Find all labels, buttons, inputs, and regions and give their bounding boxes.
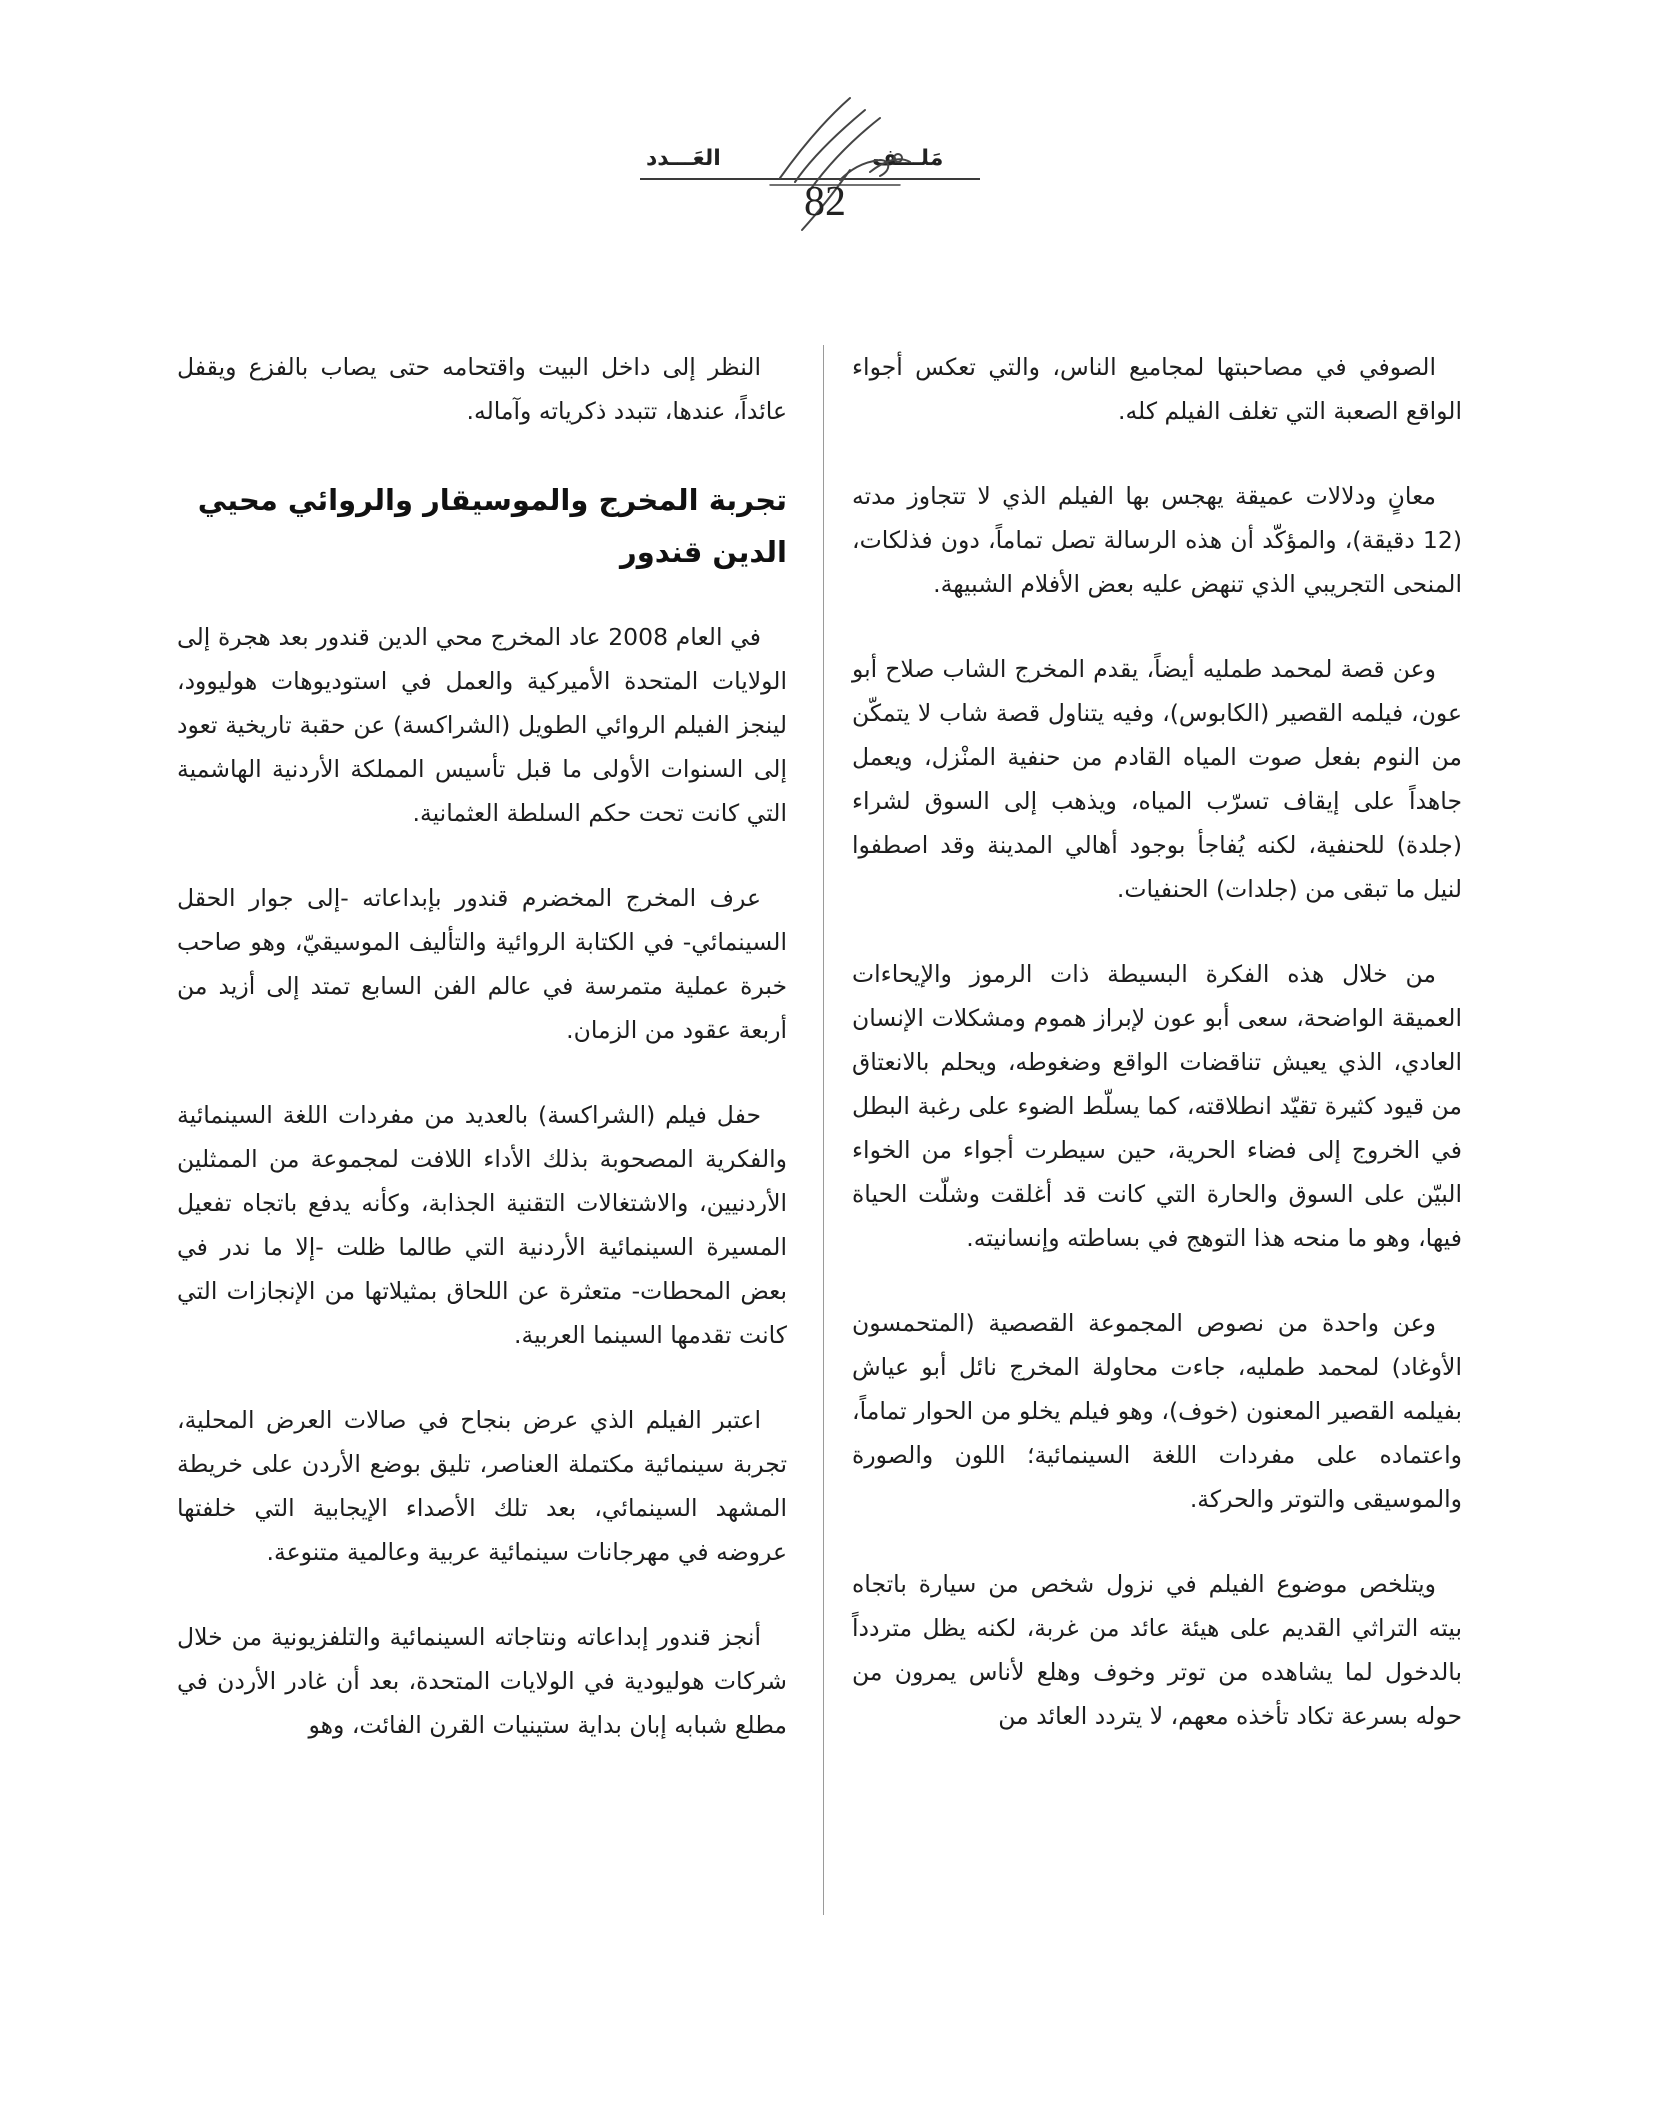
- paragraph: في العام 2008 عاد المخرج محي الدين قندور بعد هجرة إلى الولايات المتحدة الأميركية والعمل في استوديوهات هوليوود، لينجز الفيلم الروائي الطويل (الشراكسة) عن حقبة تاريخية تعود إلى السنوات الأولى ما قبل تأسيس المملكة الأردنية الهاشمية التي كانت تحت حكم السلطة العثمانية.: [177, 623, 787, 827]
- column-divider: [823, 345, 824, 1915]
- page-header: [0, 0, 1654, 240]
- paragraph: حفل فيلم (الشراكسة) بالعديد من مفردات اللغة السينمائية والفكرية المصحوبة بذلك الأداء اللافت لمجموعة من الممثلين الأردنيين، والاشتغالات التقنية الجذابة، وكأنه يدفع باتجاه تفعيل المسيرة السينمائية الأردنية التي طالما ظلت -إلا ما ندر في بعض المحطات- متعثرة عن اللحاق بمثيلاتها من الإنجازات التي كانت تقدمها السينما العربية.: [177, 1101, 787, 1349]
- paragraph: الصوفي في مصاحبتها لمجاميع الناس، والتي تعكس أجواء الواقع الصعبة التي تغلف الفيلم كله.: [852, 353, 1462, 425]
- paragraph: وعن واحدة من نصوص المجموعة القصصية (المتحمسون الأوغاد) لمحمد طمليه، جاءت محاولة المخرج نائل أبو عياش بفيلمه القصير المعنون (خوف)، وهو فيلم يخلو من الحوار تماماً، واعتماده على مفردات اللغة السينمائية؛ اللون والصورة والموسيقى والتوتر والحركة.: [852, 1309, 1462, 1513]
- page-number: 82: [804, 179, 846, 225]
- paragraph: النظر إلى داخل البيت واقتحامه حتى يصاب بالفزع ويقفل عائداً، عندها، تتبدد ذكرياته وآماله.: [177, 353, 787, 425]
- paragraph: اعتبر الفيلم الذي عرض بنجاح في صالات العرض المحلية، تجربة سينمائية مكتملة العناصر، تليق بوضع الأردن على خريطة المشهد السينمائي، بعد تلك الأصداء الإيجابية التي خلفتها عروضه في مهرجانات سينمائية عربية وعالمية متنوعة.: [177, 1406, 787, 1566]
- paragraph: عرف المخرج المخضرم قندور بإبداعاته -إلى جوار الحقل السينمائي- في الكتابة الروائية والتأليف الموسيقيّ، وهو صاحب خبرة عملية متمرسة في عالم الفن السابع تمتد إلى أزيد من أربعة عقود من الزمان.: [177, 884, 787, 1044]
- section-label-adad: العَـــدد: [646, 146, 721, 171]
- section-label-malaf: مَلـــف: [872, 146, 944, 171]
- paragraph: معانٍ ودلالات عميقة يهجس بها الفيلم الذي لا تتجاوز مدته (12 دقيقة)، والمؤكّد أن هذه الرسالة تصل تماماً، دون فذلكات، المنحى التجريبي الذي تنهض عليه بعض الأفلام الشبيهة.: [852, 482, 1462, 598]
- paragraph: أنجز قندور إبداعاته ونتاجاته السينمائية والتلفزيونية من خلال شركات هوليودية في الولايات المتحدة، بعد أن غادر الأردن في مطلع شبابه إبان بداية ستينيات القرن الفائت، وهو: [177, 1623, 787, 1739]
- paragraph: وعن قصة لمحمد طمليه أيضاً، يقدم المخرج الشاب صلاح أبو عون، فيلمه القصير (الكابوس)، وفيه يتناول قصة شاب لا يتمكّن من النوم بفعل صوت المياه القادم من حنفية المنْزل، ويعمل جاهداً على إيقاف تسرّب المياه، ويذهب إلى السوق لشراء (جلدة) للحنفية، لكنه يُفاجأ بوجود أهالي المدينة وقد اصطفوا لنيل ما تبقى من (جلدات) الحنفيات.: [852, 655, 1462, 903]
- right-column: [852, 345, 1462, 1779]
- section-heading: تجربة المخرج والموسيقار والروائي محيي الدين قندور: [197, 483, 787, 569]
- paragraph: ويتلخص موضوع الفيلم في نزول شخص من سيارة باتجاه بيته التراثي القديم على هيئة عائد من غربة، لكنه يظل متردداً بالدخول لما يشاهده من توتر وخوف وهلع لأناس يمرون من حوله بسرعة تكاد تأخذه معهم، لا يتردد العائد من: [852, 1570, 1462, 1730]
- paragraph: من خلال هذه الفكرة البسيطة ذات الرموز والإيحاءات العميقة الواضحة، سعى أبو عون لإبراز هموم ومشكلات الإنسان العادي، الذي يعيش تناقضات الواقع وضغوطه، ويحلم بالانعتاق من قيود كثيرة تقيّد انطلاقته، كما يسلّط الضوء على رغبة البطل في الخروج إلى فضاء الحرية، حين سيطرت أجواء من الخواء البيّن على السوق والحارة التي كانت قد أغلقت وشلّت الحياة فيها، وهو ما منحه هذا التوهج في بساطته وإنسانيته.: [852, 960, 1462, 1252]
- left-column: [177, 345, 787, 1788]
